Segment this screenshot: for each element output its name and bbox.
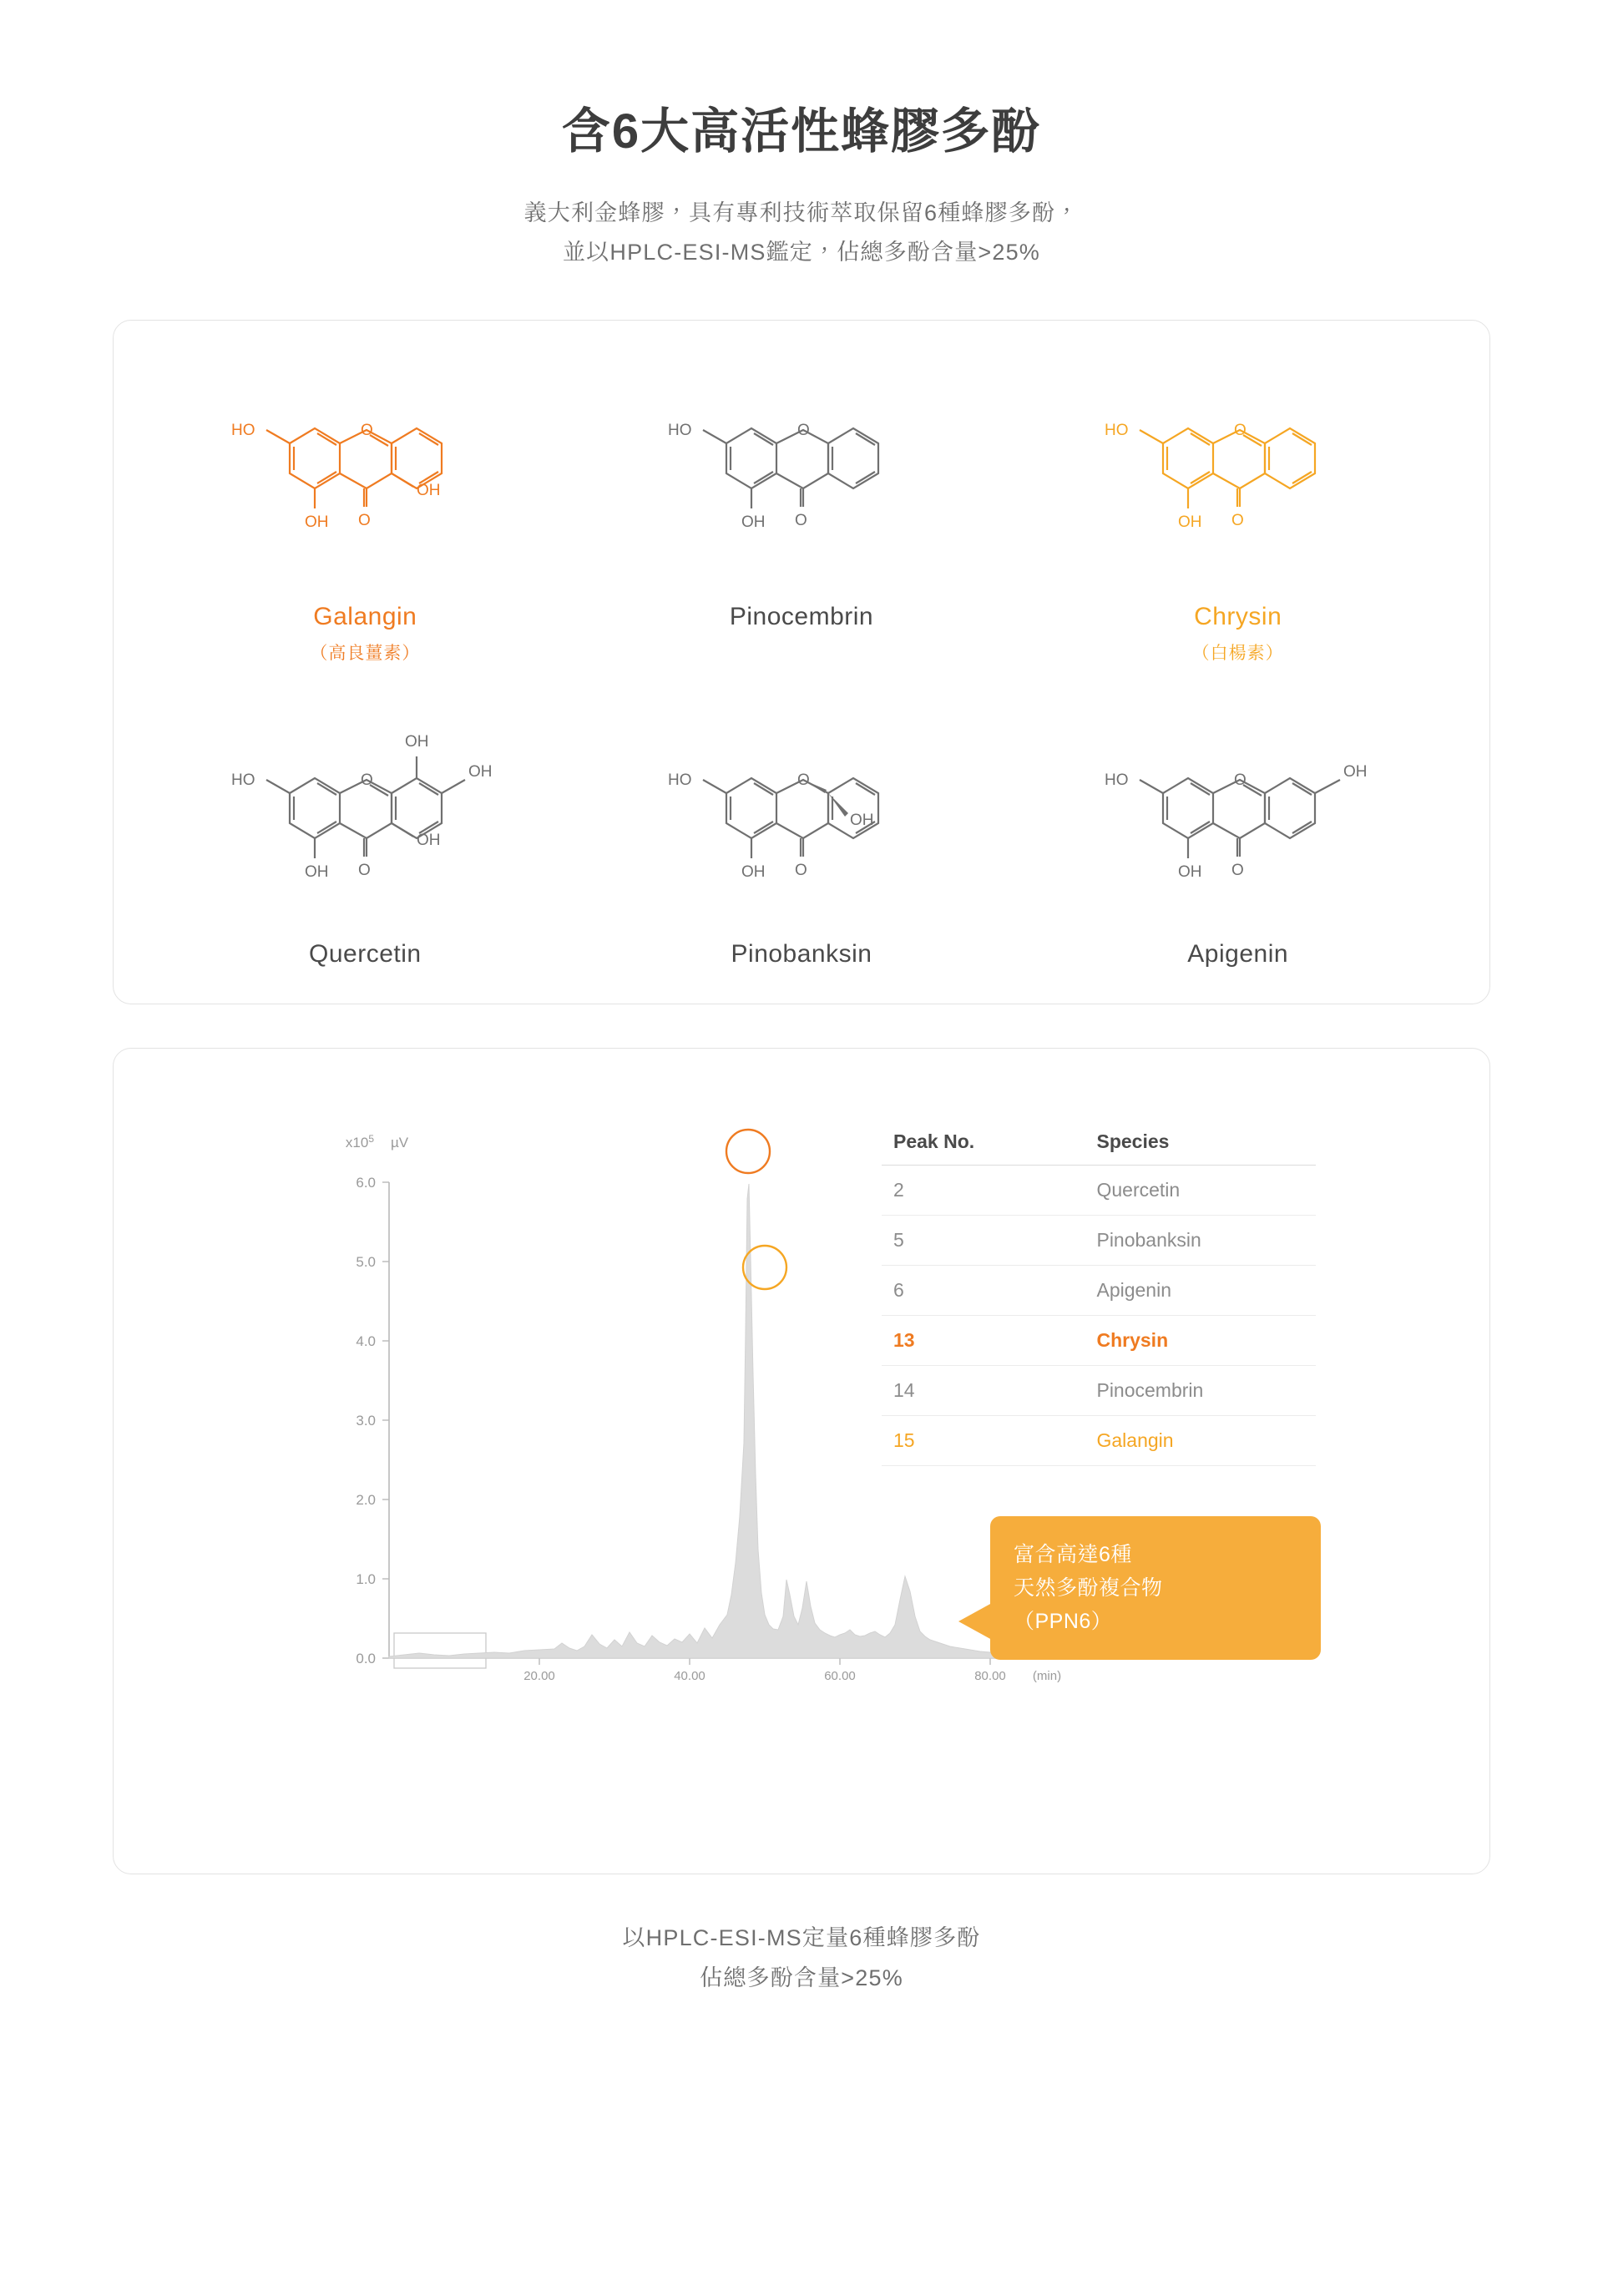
structure-quercetin <box>147 701 584 968</box>
structures-grid <box>147 364 1456 968</box>
structure-galangin <box>147 364 584 665</box>
peak-marker-orange-icon <box>726 1130 770 1173</box>
structure-name: Pinocembrin <box>729 602 874 630</box>
species-cell: Pinocembrin <box>1046 1365 1316 1415</box>
subtitle-line-1: 義大利金蜂膠，具有專利技術萃取保留6種蜂膠多酚， <box>523 200 1080 225</box>
atom-label-oh: OH <box>1177 862 1202 881</box>
structure-name: Pinobanksin <box>731 939 872 968</box>
table-row <box>882 1315 1316 1365</box>
x-tick-label: 20.00 <box>523 1668 555 1683</box>
pinobanksin-molecule-diagram <box>643 701 960 935</box>
footer-line-2: 佔總多酚含量>25% <box>700 1965 903 1991</box>
footer-caption <box>113 1918 1490 1999</box>
species-cell: Chrysin <box>1046 1315 1316 1365</box>
atom-label-o: O <box>361 771 374 789</box>
y-tick-label: 4.0 <box>356 1333 376 1349</box>
structure-name: Apigenin <box>1187 939 1289 968</box>
y-tick-label: 0.0 <box>356 1650 376 1666</box>
atom-label-oh: OH <box>1343 762 1368 781</box>
galangin-molecule-diagram <box>206 364 523 598</box>
species-cell: Galangin <box>1046 1415 1316 1465</box>
y-tick-label: 3.0 <box>356 1412 376 1429</box>
atom-label-oh: OH <box>417 481 441 499</box>
structure-apigenin <box>1019 701 1456 968</box>
atom-label-oh: OH <box>305 513 329 531</box>
structure-name: Quercetin <box>309 939 422 968</box>
peak-no-cell: 5 <box>882 1215 1046 1265</box>
table-row <box>882 1415 1316 1465</box>
atom-label-o: O <box>794 861 807 879</box>
apigenin-molecule-diagram <box>1080 701 1397 935</box>
species-cell: Pinobanksin <box>1046 1215 1316 1265</box>
atom-label-oh: OH <box>305 862 329 881</box>
peak-no-cell: 13 <box>882 1315 1046 1365</box>
atom-label-oh: OH <box>1177 513 1202 531</box>
x-tick-label: 40.00 <box>674 1668 705 1683</box>
structure-name-zh: （白楊素） <box>1191 643 1284 663</box>
atom-label-oh: OH <box>741 513 766 531</box>
quercetin-molecule-diagram <box>206 701 523 935</box>
x-tick-label: 80.00 <box>974 1668 1006 1683</box>
peak-no-cell: 6 <box>882 1265 1046 1315</box>
atom-label-o: O <box>1231 511 1244 529</box>
atom-label-ho: HO <box>667 421 692 439</box>
structure-name: Galangin <box>313 602 417 630</box>
chromatogram-card <box>113 1048 1490 1874</box>
chromatogram-chart <box>147 1082 1456 1833</box>
atom-label-o: O <box>796 771 810 789</box>
subtitle-line-2: 並以HPLC-ESI-MS鑑定，佔總多酚含量>25% <box>562 240 1041 266</box>
structure-name-zh: （高良薑素） <box>310 643 421 663</box>
atom-label-o: O <box>1233 421 1246 439</box>
peak-table-header-row <box>882 1119 1316 1166</box>
atom-label-ho: HO <box>667 771 692 789</box>
peak-no-cell: 14 <box>882 1365 1046 1415</box>
atom-label-ho: HO <box>1104 771 1129 789</box>
atom-label-o: O <box>794 511 807 529</box>
callout-line-2: 天然多酚複合物 <box>1014 1575 1163 1600</box>
atom-label-o: O <box>358 511 372 529</box>
callout-line-1: 富含高達6種 <box>1014 1542 1132 1566</box>
page-subtitle <box>113 194 1490 273</box>
y-tick-label: 2.0 <box>356 1491 376 1508</box>
y-tick-label: 1.0 <box>356 1570 376 1587</box>
peak-no-cell: 15 <box>882 1415 1046 1465</box>
atom-label-o: O <box>361 421 374 439</box>
atom-label-o: O <box>1231 861 1244 879</box>
structure-pinocembrin <box>584 364 1020 665</box>
atom-label-oh: OH <box>417 831 441 849</box>
peak-table-header-peak-no: Peak No. <box>882 1119 1046 1166</box>
species-cell: Apigenin <box>1046 1265 1316 1315</box>
peak-no-cell: 2 <box>882 1165 1046 1215</box>
atom-label-oh: OH <box>405 732 429 751</box>
page-title: 含6大高活性蜂膠多酚 <box>561 104 1042 159</box>
peak-table <box>882 1119 1316 1466</box>
table-row <box>882 1265 1316 1315</box>
atom-label-o: O <box>796 421 810 439</box>
x-tick-label: 60.00 <box>824 1668 856 1683</box>
atom-label-oh: OH <box>849 811 874 829</box>
callout-line-3: （PPN6） <box>1014 1609 1113 1633</box>
structures-card <box>113 320 1490 1004</box>
atom-label-ho: HO <box>1104 421 1129 439</box>
y-axis-unit-label: µV <box>391 1134 409 1151</box>
structure-name: Chrysin <box>1194 602 1282 630</box>
atom-label-ho: HO <box>231 771 255 789</box>
atom-label-ho: HO <box>231 421 255 439</box>
chrysin-molecule-diagram <box>1080 364 1397 598</box>
table-row <box>882 1215 1316 1265</box>
table-row <box>882 1165 1316 1215</box>
y-axis-scale: $x10^5$ <box>345 1132 374 1151</box>
structure-chrysin <box>1019 364 1456 665</box>
footer-line-1: 以HPLC-ESI-MS定量6種蜂膠多酚 <box>622 1924 981 1950</box>
pinocembrin-molecule-diagram <box>643 364 960 598</box>
x-axis-unit-label: (min) <box>1032 1668 1062 1683</box>
callout-bubble <box>990 1516 1321 1660</box>
y-tick-label: 5.0 <box>356 1253 376 1270</box>
baseline-selection-box <box>394 1633 486 1668</box>
y-tick-label: 6.0 <box>356 1174 376 1191</box>
atom-label-o: O <box>1233 771 1246 789</box>
table-row <box>882 1365 1316 1415</box>
structure-pinobanksin <box>584 701 1020 968</box>
atom-label-oh: OH <box>741 862 766 881</box>
species-cell: Quercetin <box>1046 1165 1316 1215</box>
atom-label-o: O <box>358 861 372 879</box>
peak-table-header-species: Species <box>1046 1119 1316 1166</box>
atom-label-oh: OH <box>468 762 493 781</box>
